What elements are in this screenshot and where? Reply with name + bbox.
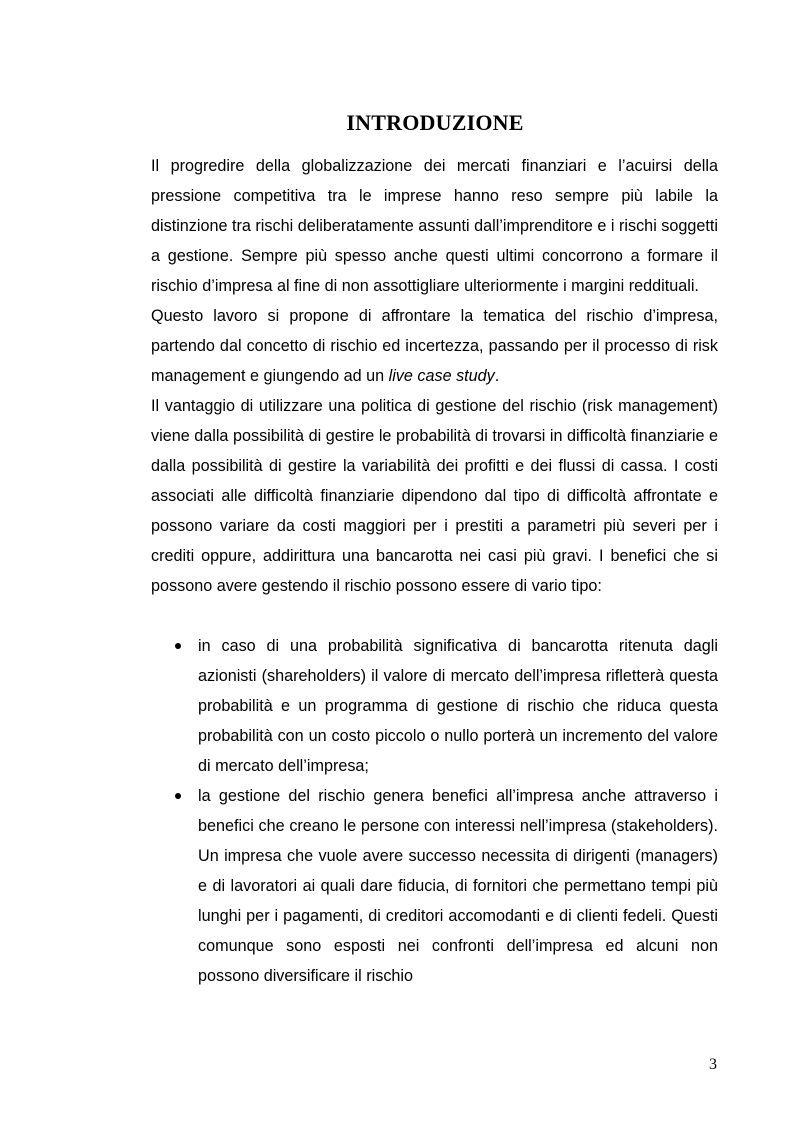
page-title: INTRODUZIONE (346, 109, 524, 135)
bullet-item-2 (151, 781, 718, 991)
paragraph-2-italic: live case study (388, 367, 495, 385)
bullet-list (151, 631, 718, 991)
bullet-text-2: la gestione del rischio genera benefici all’impresa anche attraverso i benefici che creano le persone con interessi nell’impresa (stakeholders). Un impresa che vuole avere successo necessita di dirigenti (managers) e di lavoratori ai quali dare fiducia, di fornitori che permettano tempi più lunghi per i pagamenti, di creditori accomodanti e di clienti fedeli. Questi comunque sono esposti nei confronti dell’impresa ed alcuni non possono diversificare il rischio (198, 787, 718, 985)
bullet-dot-icon (175, 643, 181, 649)
bullet-dot-icon (175, 793, 181, 799)
bullet-item-1 (151, 631, 718, 781)
paragraph-2-end: . (494, 367, 500, 385)
page-number: 3 (709, 1056, 717, 1073)
paragraph-1: Il progredire della globalizzazione dei mercati finanziari e l’acuirsi della pressione competitiva tra le imprese hanno reso sempre più labile la distinzione tra rischi deliberatamente assunti dall’imprenditore e i rischi soggetti a gestione. Sempre più spesso anche questi ultimi concorrono a formare il rischio d’impresa al fine di non assottigliare ulteriormente i margini reddituali. (151, 157, 718, 295)
body-text (151, 151, 718, 991)
paragraph-3: Il vantaggio di utilizzare una politica di gestione del rischio (risk management) viene dalla possibilità di gestire le probabilità di trovarsi in difficoltà finanziarie e dalla possibilità di gestire la variabilità dei profitti e dei flussi di cassa. I costi associati alle difficoltà finanziarie dipendono dal tipo di difficoltà affrontate e possono variare da costi maggiori per i prestiti a parametri più severi per i crediti oppure, addirittura una bancarotta nei casi più gravi. I benefici che si possono avere gestendo il rischio possono essere di vario tipo: (151, 397, 718, 595)
paragraph-2 (151, 301, 718, 391)
bullet-text-1: in caso di una probabilità significativa di bancarotta ritenuta dagli azionisti (shareholders) il valore di mercato dell’impresa rifletterà questa probabilità e un programma di gestione di rischio che riduca questa probabilità con un costo piccolo o nullo porterà un incremento del valore di mercato dell’impresa; (198, 637, 718, 775)
paragraph-2-text: Questo lavoro si propone di affrontare la tematica del rischio d’impresa, partendo dal concetto di rischio ed incertezza, passando per il processo di risk management e giungendo ad un (151, 307, 718, 385)
